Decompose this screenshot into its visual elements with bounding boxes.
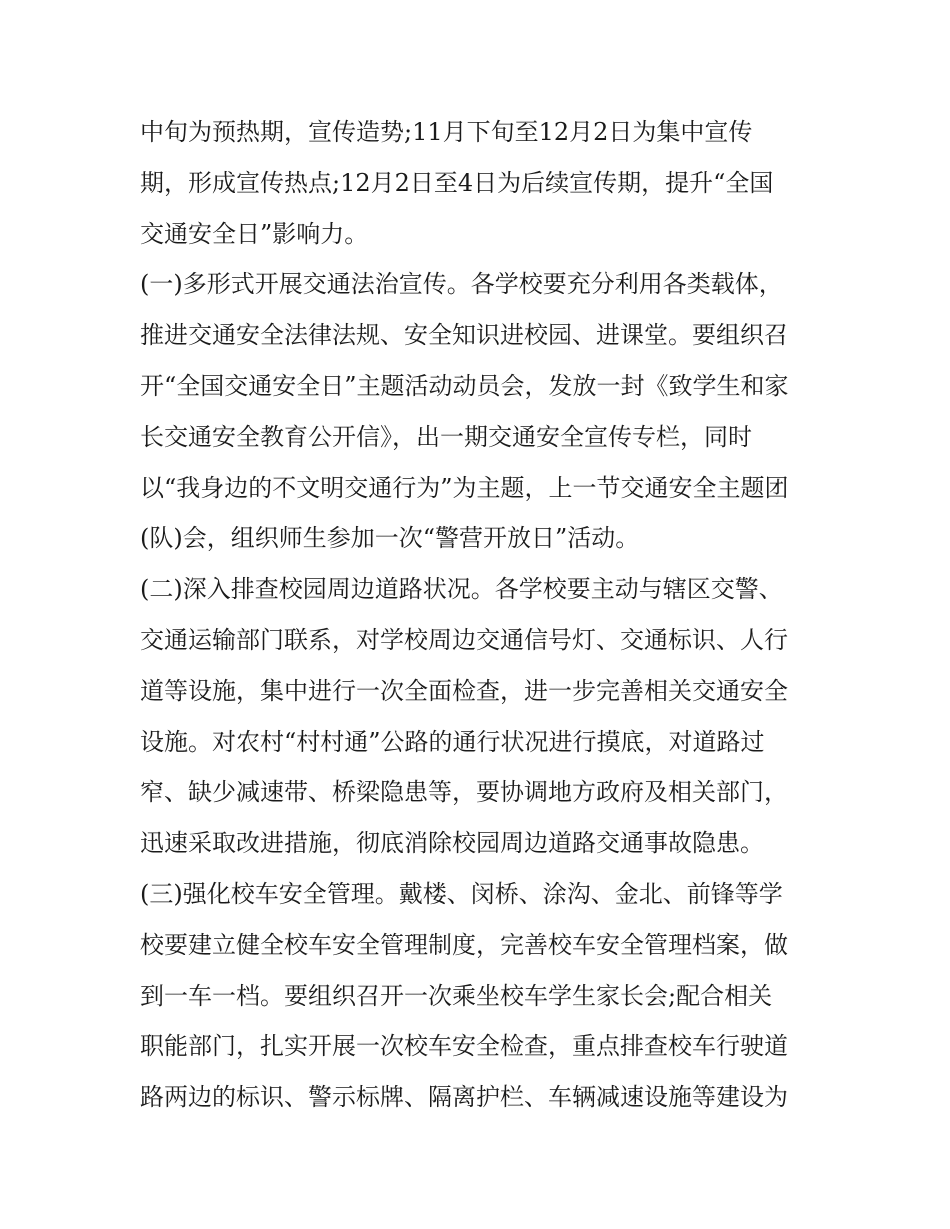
text-line: 推进交通安全法律法规、安全知识进校园、进课堂。要组织召 — [140, 321, 788, 350]
text-line: 交通运输部门联系，对学校周边交通信号灯、交通标识、人行 — [140, 625, 788, 654]
text-line: 以“我身边的不文明交通行为”为主题，上一节交通安全主题团 — [140, 473, 789, 502]
document-body — [140, 107, 820, 1123]
text-line: 交通安全日”影响力。 — [140, 219, 369, 248]
text-line: 到一车一档。要组织召开一次乘坐校车学生家长会;配合相关 — [140, 981, 773, 1010]
text-line: 期，形成宣传热点;12月2日至4日为后续宣传期，提升“全国 — [140, 168, 774, 197]
text-line: 迅速采取改进措施，彻底消除校园周边道路交通事故隐患。 — [140, 829, 764, 858]
text-line: 长交通安全教育公开信》，出一期交通安全宣传专栏，同时 — [140, 422, 752, 451]
text-line: (三)强化校车安全管理。戴楼、闵桥、涂沟、金北、前锋等学 — [140, 879, 783, 908]
text-line: 开“全国交通安全日”主题活动动员会，发放一封《致学生和家 — [140, 371, 789, 400]
text-line: 职能部门，扎实开展一次校车安全检查，重点排查校车行驶道 — [140, 1032, 788, 1061]
text-line: 道等设施，集中进行一次全面检查，进一步完善相关交通安全 — [140, 676, 788, 705]
text-line: 路两边的标识、警示标牌、隔离护栏、车辆减速设施等建设为 — [140, 1083, 788, 1112]
text-line: 设施。对农村“村村通”公路的通行状况进行摸底，对道路过 — [140, 727, 765, 756]
text-line: (一)多形式开展交通法治宣传。各学校要充分利用各类载体， — [140, 270, 783, 299]
text-line: 窄、缺少减速带、桥梁隐患等，要协调地方政府及相关部门， — [140, 778, 788, 807]
text-line: (二)深入排查校园周边道路状况。各学校要主动与辖区交警、 — [140, 575, 783, 604]
text-line: 校要建立健全校车安全管理制度，完善校车安全管理档案，做 — [140, 930, 788, 959]
text-line: 中旬为预热期，宣传造势;11月下旬至12月2日为集中宣传 — [140, 118, 753, 146]
text-line: (队)会，组织师生参加一次“警营开放日”活动。 — [140, 524, 640, 553]
